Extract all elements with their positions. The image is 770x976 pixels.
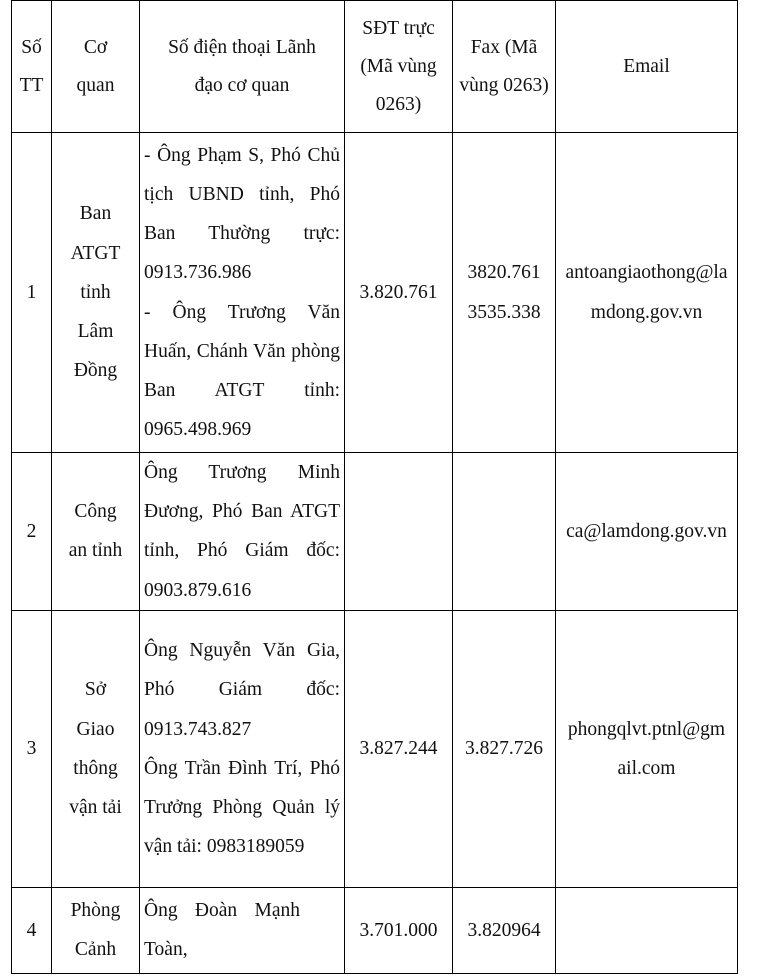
- row-fax: [453, 453, 556, 611]
- row-leader-phones: [140, 887, 345, 973]
- row-fax: [453, 610, 556, 887]
- row-agency: Phòng Cảnh: [52, 887, 140, 973]
- row-stt: 3: [12, 610, 52, 887]
- agency-contact-table: [11, 0, 738, 974]
- row-duty-phone: 3.820.761: [345, 133, 453, 453]
- row-agency: Công an tỉnh: [52, 453, 140, 611]
- header-leader-phone: Số điện thoại Lãnh đạo cơ quan: [140, 1, 345, 133]
- table-row: [12, 610, 738, 887]
- row-stt: 1: [12, 133, 52, 453]
- header-stt: Số TT: [12, 1, 52, 133]
- row-leader-phones: [140, 610, 345, 887]
- table-row: [12, 133, 738, 453]
- header-email: Email: [556, 1, 738, 133]
- row-agency: Sở Giao thông vận tải: [52, 610, 140, 887]
- row-stt: 2: [12, 453, 52, 611]
- row-duty-phone: 3.827.244: [345, 610, 453, 887]
- row-duty-phone: 3.701.000: [345, 887, 453, 973]
- leader-entry: Ông Đoàn Mạnh Toàn,: [144, 900, 300, 961]
- row-agency: Ban ATGT tỉnh Lâm Đồng: [52, 133, 140, 453]
- row-stt: 4: [12, 887, 52, 973]
- fax-number: 3535.338: [467, 301, 541, 323]
- row-fax: [453, 133, 556, 453]
- row-email: ca@lamdong.gov.vn: [556, 453, 738, 611]
- fax-number: 3.820964: [467, 919, 541, 941]
- leader-entry: - Ông Trương Văn Huấn, Chánh Văn phòng Ban ATGT tỉnh: 0965.498.969: [144, 301, 340, 441]
- row-leader-phones: [140, 453, 345, 611]
- header-agency: Cơ quan: [52, 1, 140, 133]
- fax-number: 3820.761: [467, 262, 541, 284]
- leader-entry: Ông Nguyễn Văn Gia, Phó Giám đốc: 0913.743.827: [144, 640, 340, 740]
- row-email: phongqlvt.ptnl@gmail.com: [556, 610, 738, 887]
- header-row: [12, 1, 738, 133]
- row-email: [556, 887, 738, 973]
- leader-entry: Ông Trương Minh Đương, Phó Ban ATGT tỉnh, Phó Giám đốc: 0903.879.616: [144, 462, 340, 601]
- leader-entry: - Ông Phạm S, Phó Chủ tịch UBND tỉnh, Phó Ban Thường trực: 0913.736.986: [144, 144, 340, 284]
- table-row: [12, 453, 738, 611]
- fax-number: 3.827.726: [465, 738, 543, 760]
- header-fax: Fax (Mã vùng 0263): [453, 1, 556, 133]
- header-duty-phone: SĐT trực (Mã vùng 0263): [345, 1, 453, 133]
- row-leader-phones: [140, 133, 345, 453]
- row-email: antoangiaothong@lamdong.gov.vn: [556, 133, 738, 453]
- leader-entry: Ông Trần Đình Trí, Phó Trưởng Phòng Quản lý vận tải: 0983189059: [144, 757, 340, 858]
- row-fax: [453, 887, 556, 973]
- table-row: [12, 887, 738, 973]
- row-duty-phone: [345, 453, 453, 611]
